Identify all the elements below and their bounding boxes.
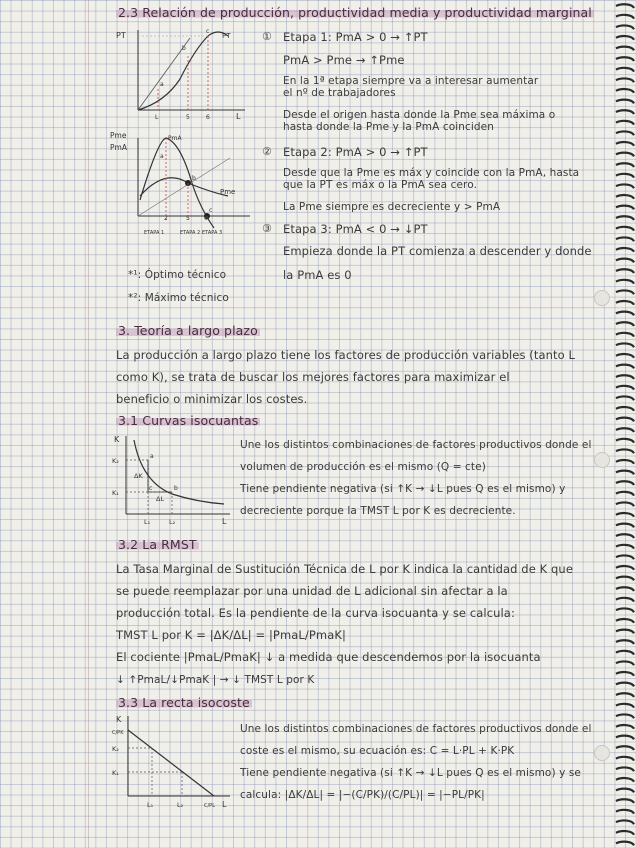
spiral-coil: [616, 89, 634, 93]
spiral-coil: [616, 68, 634, 72]
spiral-coil: [616, 322, 634, 326]
spiral-coil: [616, 4, 634, 8]
svg-text:6: 6: [204, 215, 208, 222]
spiral-coil: [616, 587, 634, 591]
spiral-coil: [616, 534, 634, 538]
punch-hole: [594, 745, 610, 761]
spiral-coil: [616, 333, 634, 337]
spiral-coil: [616, 598, 634, 602]
spiral-coil: [616, 195, 634, 199]
spiral-coil: [616, 343, 634, 347]
svg-text:PmA: PmA: [110, 143, 127, 152]
svg-text:c: c: [209, 207, 213, 214]
spiral-coil: [616, 471, 634, 475]
margin-line: [88, 0, 89, 848]
spiral-coil: [616, 566, 634, 570]
spiral-coil: [616, 184, 634, 188]
spiral-coil: [616, 767, 634, 771]
svg-text:C/PL: C/PL: [204, 803, 215, 809]
spiral-coil: [616, 439, 634, 443]
svg-text:5: 5: [186, 114, 190, 121]
spiral-coil: [616, 736, 634, 740]
spiral-coil: [616, 47, 634, 51]
section32-title: 3.2 La RMST: [118, 537, 197, 552]
spiral-coil: [616, 100, 634, 104]
spiral-coil: [616, 619, 634, 623]
spiral-coil: [616, 460, 634, 464]
spiral-coil: [616, 492, 634, 496]
svg-text:b: b: [174, 485, 178, 492]
spiral-coil: [616, 259, 634, 263]
page-title: 2.3 Relación de producción, productividad media y productividad marginal: [118, 5, 592, 20]
spiral-coil: [616, 78, 634, 82]
section3-title: 3. Teoría a largo plazo: [118, 323, 258, 338]
spiral-coil: [616, 386, 634, 390]
spiral-coil: [616, 725, 634, 729]
punch-hole: [594, 452, 610, 468]
spiral-coil: [616, 481, 634, 485]
spiral-coil: [616, 131, 634, 135]
spiral-coil: [616, 449, 634, 453]
svg-text:b: b: [192, 175, 196, 182]
spiral-coil: [616, 280, 634, 284]
svg-text:K: K: [116, 715, 122, 724]
note-maximo: *²: Máximo técnico: [128, 292, 229, 304]
spiral-coil: [616, 312, 634, 316]
spiral-coil: [616, 237, 634, 241]
svg-text:a: a: [160, 153, 164, 160]
svg-text:K₁: K₁: [112, 489, 119, 497]
svg-text:K₂: K₂: [112, 745, 119, 753]
section33-title: 3.3 La recta isocoste: [118, 695, 250, 710]
spiral-coil: [616, 661, 634, 665]
spiral-coil: [616, 248, 634, 252]
graph-isocost: [112, 712, 236, 812]
svg-text:a: a: [150, 453, 154, 460]
spiral-coil: [616, 301, 634, 305]
svg-text:L: L: [222, 800, 227, 809]
spiral-coil: [616, 428, 634, 432]
svg-text:ETAPA 3: ETAPA 3: [202, 230, 223, 236]
spiral-coil: [616, 778, 634, 782]
spiral-coil: [616, 704, 634, 708]
spiral-coil: [616, 290, 634, 294]
svg-text:ETAPA 2: ETAPA 2: [180, 230, 201, 236]
spiral-coil: [616, 206, 634, 210]
spiral-coil: [616, 110, 634, 114]
spiral-coil: [616, 502, 634, 506]
spiral-coil: [616, 577, 634, 581]
svg-text:K₂: K₂: [112, 457, 119, 465]
svg-text:ΔL: ΔL: [156, 495, 165, 503]
spiral-coil: [616, 396, 634, 400]
svg-text:K₁: K₁: [112, 769, 119, 777]
spiral-coil: [616, 227, 634, 231]
svg-text:K: K: [114, 435, 120, 444]
spiral-coil: [616, 418, 634, 422]
spiral-coil: [616, 820, 634, 824]
notebook-page: 2.3 Relación de producción, productividad media y productividad marginal PT PT a b c L 5 6 L Pme PmA PmA Pme a b c 2 5 6 ETAPA 1 ETAPA 2 ETAPA 3 ① Etapa 1: PmA > 0 → ↑PT PmA > Pme → ↑Pme En la 1ª etapa siempre va a interesar aumentar el nº de trabajadores Desde el origen hasta donde la Pme sea máxima o hasta donde la Pme y la PmA coinciden ② Etapa 2: PmA > 0 → ↑PT Desde que la Pme es máx y coincide con la PmA, hasta que la PT es máx o la PmA sea cero. La Pme siempre es decreciente y > PmA ③ Etapa 3: PmA < 0 → ↓PT Empieza donde la PT comienza a descender y donde la PmA es 0 *¹: Óptimo técnico *²: Máximo técnico 3. Teoría a largo plazo La producción a largo plazo tiene los factores de producción variables (tanto L como K), se trata de buscar los mejores factores para maximizar el beneficio o minimizar los costes. 3.1 Curvas isocuantas K K₂ K₁ ΔK ΔL a b c L₁ L₂ L Une los distintos combinaciones de factores productivos donde el volumen de producción es el mismo (Q = cte) Tiene pendiente negativa (si ↑K → ↓L pues Q es el mismo) y decreciente porque la TMST L por K es decreciente. 3.2 La RMST La Tasa Marginal de Sustitución Técnica de L por K indica la cantidad de K que se puede reemplazar por una unidad de L adicional sin afectar a la producción total. Es la pendiente de la curva isocuanta y se calcula: TMST L por K = |ΔK/ΔL| = |PmaL/PmaK| El cociente |PmaL/PmaK| ↓ a medida que descendemos por la isocuanta ↓ ↑PmaL/↓PmaK | → ↓ TMST L por K 3.3 La recta isocoste K C/PK K₂ K₁ L₁ L₂ C/PL L Une los distintos combinaciones de factores productivos donde el coste es el mismo, su ecuación es: C = L·PL + K·PK Tiene pendiente negativa (si ↑K → ↓L pues Q es el mismo) y se calcula: |ΔK/ΔL| = |−(C/PK)/(C/PL)| = |−PL/PK|: [0, 0, 636, 848]
stage3-head: Etapa 3: PmA < 0 → ↓PT: [283, 222, 428, 236]
svg-text:L₂: L₂: [169, 518, 176, 526]
spiral-coil: [616, 57, 634, 61]
note-optimo: *¹: Óptimo técnico: [128, 269, 227, 281]
isoquant-curve: [134, 440, 224, 504]
spiral-coil: [616, 714, 634, 718]
svg-text:2: 2: [164, 215, 168, 222]
spiral-binding: [614, 0, 636, 848]
pt-curve: [138, 32, 228, 110]
svg-text:ΔK: ΔK: [134, 472, 143, 480]
svg-text:L₂: L₂: [177, 801, 184, 809]
spiral-coil: [616, 163, 634, 167]
spiral-coil: [616, 545, 634, 549]
punch-hole: [594, 290, 610, 306]
spiral-coil: [616, 842, 634, 846]
section31-title: 3.1 Curvas isocuantas: [118, 413, 259, 428]
svg-text:L: L: [155, 114, 159, 121]
spiral-coil: [616, 15, 634, 19]
spiral-coil: [616, 831, 634, 835]
svg-text:6: 6: [206, 114, 210, 121]
spiral-coil: [616, 269, 634, 273]
spiral-coil: [616, 746, 634, 750]
svg-text:b: b: [182, 45, 186, 52]
svg-text:L₁: L₁: [147, 801, 154, 809]
spiral-coil: [616, 36, 634, 40]
svg-text:Pme: Pme: [220, 188, 236, 196]
spiral-coil: [616, 153, 634, 157]
spiral-coil: [616, 365, 634, 369]
graph1-curve-label: PT: [222, 32, 231, 40]
svg-text:PmA: PmA: [168, 135, 182, 142]
spiral-coil: [616, 651, 634, 655]
svg-text:L: L: [236, 112, 241, 121]
graph-total-product: [110, 24, 260, 124]
graph1-ylabel: PT: [116, 31, 126, 40]
graph-isoquant: [112, 432, 238, 532]
graph-average-marginal: [110, 128, 270, 246]
spiral-coil: [616, 757, 634, 761]
spiral-coil: [616, 608, 634, 612]
stage1-head: Etapa 1: PmA > 0 → ↑PT: [283, 30, 428, 44]
spiral-coil: [616, 640, 634, 644]
svg-text:5: 5: [186, 215, 190, 222]
spiral-coil: [616, 789, 634, 793]
spiral-coil: [616, 174, 634, 178]
spiral-coil: [616, 513, 634, 517]
spiral-coil: [616, 407, 634, 411]
spiral-coil: [616, 142, 634, 146]
spiral-coil: [616, 354, 634, 358]
spiral-coil: [616, 630, 634, 634]
svg-text:a: a: [160, 81, 164, 88]
spiral-coil: [616, 810, 634, 814]
spiral-coil: [616, 216, 634, 220]
svg-text:L: L: [222, 517, 227, 526]
spiral-coil: [616, 375, 634, 379]
pma-curve: [140, 138, 214, 228]
svg-text:Pme: Pme: [110, 131, 127, 140]
spiral-coil: [616, 555, 634, 559]
stage2-head: Etapa 2: PmA > 0 → ↑PT: [283, 145, 428, 159]
svg-text:ETAPA 1: ETAPA 1: [144, 230, 165, 236]
svg-text:c: c: [206, 28, 210, 35]
spiral-coil: [616, 25, 634, 29]
spiral-coil: [616, 683, 634, 687]
spiral-coil: [616, 524, 634, 528]
spiral-coil: [616, 672, 634, 676]
spiral-coil: [616, 693, 634, 697]
svg-text:L₁: L₁: [144, 518, 151, 526]
isocost-line: [128, 730, 214, 796]
svg-text:C/PK: C/PK: [112, 730, 124, 736]
spiral-coil: [616, 121, 634, 125]
spiral-coil: [616, 799, 634, 803]
svg-text:c: c: [149, 485, 153, 492]
